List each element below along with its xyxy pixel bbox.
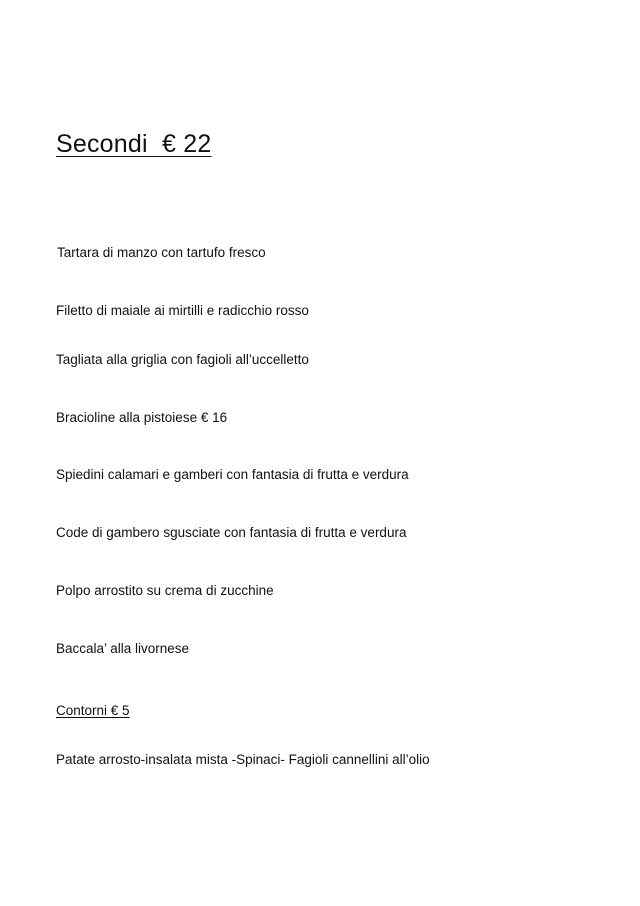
menu-item: Filetto di maiale ai mirtilli e radicchio rosso [56, 303, 309, 318]
menu-item: Spiedini calamari e gamberi con fantasia di frutta e verdura [56, 467, 409, 482]
sides-list: Patate arrosto-insalata mista -Spinaci- Fagioli cannellini all’olio [56, 752, 430, 767]
menu-item: Baccala’ alla livornese [56, 641, 190, 656]
menu-item: Tartara di manzo con tartufo fresco [57, 245, 266, 260]
sides-heading: Contorni € 5 [56, 703, 130, 718]
menu-item: Tagliata alla griglia con fagioli all’uccelletto [56, 352, 309, 367]
menu-item: Bracioline alla pistoiese € 16 [56, 410, 228, 425]
menu-item: Polpo arrostito su crema di zucchine [56, 583, 274, 598]
menu-item: Code di gambero sgusciate con fantasia di frutta e verdura [56, 525, 407, 540]
page-title: Secondi € 22 [56, 130, 212, 158]
